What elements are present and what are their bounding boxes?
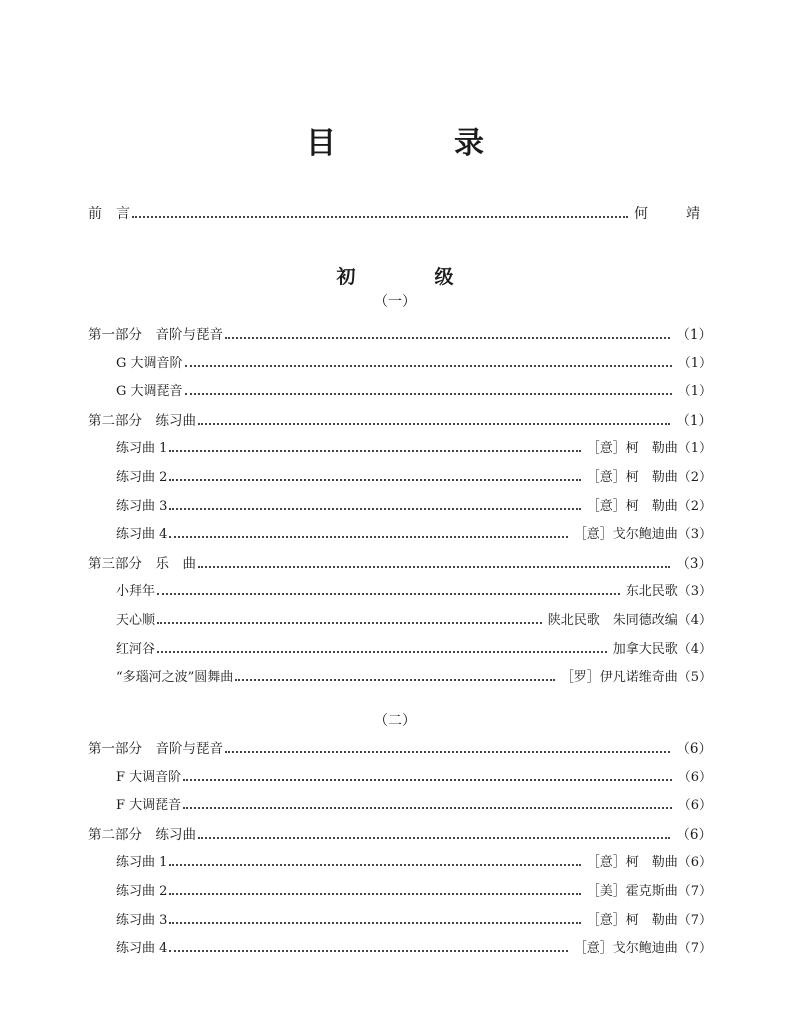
dot-leader: [169, 921, 580, 924]
toc-entry-title: “多瑙河之波”圆舞曲: [116, 670, 234, 686]
toc-item-row[interactable]: [88, 495, 712, 524]
toc-entry-page: 东北民歌（3）: [625, 584, 712, 600]
dot-leader: [157, 650, 607, 653]
page-title: 目 录: [306, 126, 528, 161]
toc-entry-title: 第三部分 乐 曲: [88, 555, 196, 572]
toc-entry-title: G 大调音阶: [116, 355, 183, 371]
toc-entry-page: ［意］戈尔鲍迪曲（3）: [573, 527, 712, 543]
toc-entry-page: （1）: [676, 412, 712, 429]
toc-entry-title: F 大调音阶: [116, 769, 182, 785]
preface-entry[interactable]: [88, 203, 712, 225]
toc-entry-page: ［罗］伊凡诺维奇曲（5）: [560, 670, 712, 686]
toc-part-row[interactable]: [88, 737, 712, 766]
toc-entry-title: 练习曲 1: [116, 441, 168, 457]
toc-entry-title: 练习曲 3: [116, 498, 168, 514]
toc-entry-title: 红河谷: [116, 641, 156, 657]
toc-item-row[interactable]: [88, 466, 712, 495]
toc-entry-page: （3）: [676, 555, 712, 572]
toc-item-row[interactable]: [88, 766, 712, 795]
toc-entry-title: 天心顺: [116, 612, 156, 628]
section-label-1: （一）: [374, 294, 416, 310]
toc-entry-page: （1）: [677, 355, 712, 371]
toc-item-row[interactable]: [88, 851, 712, 880]
dot-leader: [169, 892, 580, 895]
toc-entry-page: 陕北民歌 朱同德改编（4）: [547, 612, 712, 628]
toc-entry-page: ［意］柯 勒曲（1）: [586, 441, 712, 457]
dot-leader: [198, 836, 670, 839]
dot-leader: [225, 750, 670, 753]
dot-leader: [169, 949, 567, 952]
toc-item-row[interactable]: [88, 666, 712, 695]
toc-item-row[interactable]: [88, 909, 712, 938]
toc-entry-page: （6）: [676, 741, 712, 757]
toc-entry-page: ［意］柯 勒曲（2）: [586, 498, 712, 514]
toc-entry-title: 练习曲 4: [116, 527, 168, 543]
toc-entry-page: ［意］戈尔鲍迪曲（7）: [573, 941, 712, 957]
toc-entry-title: 第二部分 练习曲: [88, 826, 196, 843]
dot-leader: [183, 778, 672, 781]
toc-entry-title: 练习曲 2: [116, 469, 168, 485]
level-title: 初 级: [336, 266, 484, 288]
toc-entry-page: ［意］柯 勒曲（6）: [586, 855, 712, 871]
dot-leader: [198, 422, 670, 425]
toc-part-row[interactable]: [88, 552, 712, 581]
toc-item-row[interactable]: [88, 523, 712, 552]
toc-item-row[interactable]: [88, 937, 712, 966]
dot-leader: [132, 215, 628, 218]
dot-leader: [169, 863, 580, 866]
toc-entry-page: ［美］霍克斯曲（7）: [586, 883, 712, 899]
toc-item-row[interactable]: [88, 437, 712, 466]
toc-item-row[interactable]: [88, 638, 712, 667]
section-label-2: （二）: [374, 713, 416, 729]
toc-entry-title: 第一部分 音阶与琵音: [88, 741, 223, 757]
dot-leader: [185, 392, 672, 395]
toc-part-row[interactable]: [88, 409, 712, 438]
dot-leader: [198, 565, 670, 568]
dot-leader: [183, 806, 672, 809]
toc-entry-title: 练习曲 3: [116, 912, 168, 928]
toc-entry-title: 练习曲 2: [116, 883, 168, 899]
toc-item-row[interactable]: [88, 609, 712, 638]
toc-entry-title: 第二部分 练习曲: [88, 412, 196, 429]
dot-leader: [185, 364, 672, 367]
toc-entry-page: （6）: [677, 798, 712, 814]
toc-entry-page: （6）: [676, 826, 712, 843]
dot-leader: [225, 336, 670, 339]
toc-part-row[interactable]: [88, 323, 712, 352]
toc-item-row[interactable]: [88, 580, 712, 609]
preface-label: 前 言: [88, 206, 130, 222]
dot-leader: [169, 507, 580, 510]
toc-section-1: [88, 323, 712, 695]
dot-leader: [169, 478, 580, 481]
toc-entry-title: F 大调琵音: [116, 798, 182, 814]
toc-part-row[interactable]: [88, 823, 712, 852]
toc-entry-page: （1）: [676, 327, 712, 343]
toc-entry-title: 第一部分 音阶与琵音: [88, 327, 223, 343]
toc-entry-page: ［意］柯 勒曲（2）: [586, 469, 712, 485]
dot-leader: [235, 678, 554, 681]
dot-leader: [157, 621, 542, 624]
toc-item-row[interactable]: [88, 352, 712, 381]
toc-entry-page: （1）: [677, 384, 712, 400]
toc-item-row[interactable]: [88, 880, 712, 909]
dot-leader: [157, 592, 620, 595]
toc-entry-title: 练习曲 1: [116, 855, 168, 871]
dot-leader: [169, 449, 580, 452]
toc-entry-title: 小拜年: [116, 584, 156, 600]
toc-entry-title: 练习曲 4: [116, 941, 168, 957]
toc-section-2: [88, 737, 712, 966]
toc-entry-page: 加拿大民歌（4）: [612, 641, 712, 657]
toc-entry-page: ［意］柯 勒曲（7）: [586, 912, 712, 928]
toc-entry-page: （6）: [677, 769, 712, 785]
toc-item-row[interactable]: [88, 380, 712, 409]
toc-item-row[interactable]: [88, 794, 712, 823]
preface-author: 何 靖: [634, 206, 712, 222]
toc-entry-title: G 大调琵音: [116, 384, 183, 400]
dot-leader: [169, 535, 567, 538]
